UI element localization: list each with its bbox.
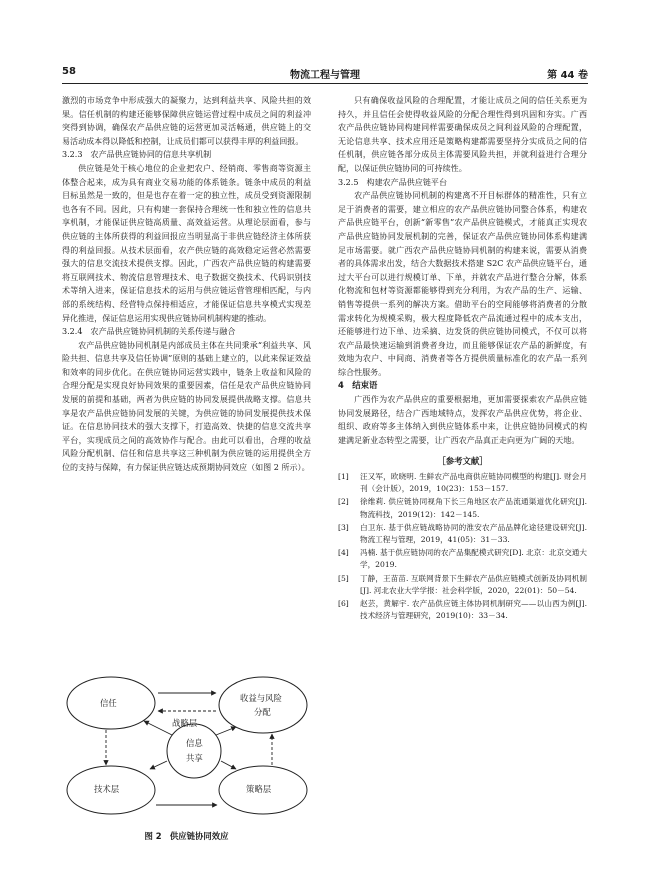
paragraph: 广西作为农产品供应的重要根据地，更加需要探索农产品供应链协同发展路径，结合广西地域特点，发挥农产品供应优势，将企业、组织、政府等多主体纳入到供应链体系中来，让供应链协同模式的构建满足新业态转型之需要，让广西农产品真正走向更为广阔的天地。 <box>338 395 587 445</box>
reference-text: 汪又军，欧晓明. 生鲜农产品电商供应链协同模型的构建[J]. 财会月刊（会计版），2019，10(23)：153－157. <box>360 472 587 494</box>
reference-text: 丁静，王苗苗. 互联网背景下生鲜农产品供应链模式创新及协同机制[J]. 河北农业大学学报：社会科学版，2020，22(01)：50－54. <box>360 573 587 595</box>
risk-allocation-label-2: 分配 <box>254 707 271 717</box>
references-title: ［参考文献］ <box>437 456 488 467</box>
arrow-info-risk <box>216 727 236 735</box>
info-sharing-label-2: 共享 <box>186 753 203 763</box>
journal-title: 物流工程与管理 <box>290 70 360 81</box>
arrow-info-policy <box>221 761 236 769</box>
policy-layer-label: 策略层 <box>246 784 272 794</box>
paragraph: 只有确保收益风险的合理配置，才能让成员之间的信任关系更为持久，并且信任会使得收益风险的分配合理性得到巩固和夯实。广西农产品供应链协同构建同样需要确保成员之间利益风险的合理配置，无论信息共享、技术应用还是策略构建都需要坚持分实成员之间的信任机制，供应链各部分成员主体需要风险共担，并就利益进行合理分配，以保证供应链协同的可持续性。 <box>338 96 587 173</box>
tech-layer-label: 技术层 <box>94 784 120 794</box>
risk-node-shape <box>219 677 307 733</box>
section-heading-3-2-5: 3.2.5 构建农产品供应链平台 <box>338 177 447 187</box>
paragraph: 农产品供应链协同机制是内部成员主体在共同秉承“利益共享、风险共担、信息共享及信任协调”原则的基础上建立的，以此来保证效益和效率的同步优化。在供应链协同运营实践中，链条上收益和风险的合理分配是实现良好协同效果的重要因素，信任是农产品供应链协同发展的前提和基础，两者为供应链的协同发展提供战略支撑。信息共享是农产品供应链协同发展的关键，为供应链的协同发展提供技术保证。在信息协同技术的强大支撑下，打造高效、快捷的信息交流共享平台，实现成员之间的高效协作与配合。由此可以看出，合理的收益风险分配机制、信任和信息共享这三种机制为供应链的运用提供全方位的支持与保障，有力保证供应链达成预期协同效应（如图 2 所示）。 <box>62 340 311 473</box>
reference-text: 冯楠. 基于供应链协同的农产品集配模式研究[D]. 北京：北京交通大学，2019. <box>360 548 587 570</box>
arrow-info-trust <box>144 721 172 735</box>
reference-number: [5] <box>338 573 349 583</box>
info-sharing-node-shape <box>167 724 221 778</box>
right-column <box>338 94 587 623</box>
paragraph: 激烈的市场竞争中形成强大的凝聚力，达到利益共享、风险共担的效果。信任机制的构建还能够保障供应链运营过程中成员之间的利益冲突得到协调，确保农产品供应链的运营更加灵活畅通，供应链上的交易活动成本得以降低和控制，让成员们都可以获得丰厚的利益回报。 <box>62 96 311 146</box>
reference-item <box>338 547 587 571</box>
section-heading-3-2-3: 3.2.3 农产品供应链协同的信息共享机制 <box>62 150 212 160</box>
reference-item <box>338 573 587 597</box>
reference-number: [1] <box>338 472 349 482</box>
reference-text: 徐维莉. 供应链协同视角下长三角地区农产品流通渠道优化研究[J]. 物流科技，2019(12)：142－145. <box>360 497 587 519</box>
page-number: 58 <box>62 66 76 77</box>
paragraph: 供应链是处于核心地位的企业把农户、经销商、零售商等资源主体整合起来，成为具有商业交易功能的体系链条。链条中成员的利益目标虽然是一致的，但是也存在着一定的独立性，成员受到资源限制也各有不同。因此，只有构建一套保持合理统一性和独立性的信息共享机制，才能保证供应链高质量、高效益运营。从理论层面看，参与供应链的主体所获得的利益回报应当明显高于非供应链经济主体所获得的利益回报。从技术层面看，农产供应链的高效稳定运营必然需要强大的信息交流技术提供支撑。因此，广西农产品供应链的构建需要将互联网技术、物流信息管理技术、电子数据交换技术、代码识别技术等纳入进来，保证信息技术的运用与供应链运营管理相匹配，与内部的系统结构、经营特点保持相适应，才能保证信息共享模式实现差异化推进，保证信息运用实现供应链协同机制构建的推动。 <box>62 163 311 323</box>
trust-label: 信任 <box>100 698 117 708</box>
figure-caption: 图 2 供应链协同效应 <box>144 831 229 841</box>
reference-number: [6] <box>338 599 349 609</box>
reference-number: [4] <box>338 548 349 558</box>
reference-number: [2] <box>338 497 349 507</box>
risk-allocation-label-1: 收益与风险 <box>240 693 282 703</box>
figure-supply-chain-synergy <box>66 665 308 835</box>
reference-item <box>338 471 587 495</box>
section-heading-3-2-4: 3.2.4 农产品供应链协同机制的关系传递与融合 <box>62 327 236 337</box>
reference-text: 白卫东. 基于供应链战略协同的淮安农产品品牌化途径建设研究[J]. 物流工程与管理，2019，41(05)：31－33. <box>360 522 587 545</box>
running-header <box>62 66 588 82</box>
header-rule <box>62 83 588 84</box>
reference-item <box>338 496 587 520</box>
info-sharing-label-1: 信息 <box>186 738 203 748</box>
arrow-info-tech <box>150 761 167 769</box>
reference-item <box>338 522 587 546</box>
left-column <box>62 94 311 475</box>
reference-text: 赵芸，黄解宇. 农产品供应链主体协同机制研究——以山西为例[J]. 技术经济与管理研究，2019(10)：33－34. <box>360 599 587 621</box>
strategy-layer-label: 战略层 <box>172 718 198 728</box>
section-heading-4: 4 结束语 <box>338 380 378 391</box>
reference-list <box>338 471 587 622</box>
paragraph: 农产品供应链协同机制的构建离不开目标群体的精准性，只有立足于消费者的需要，建立相应的农产品供应链协同整合体系，构建农产品供应链平台，创新“新零售”农产品供应链模式，才能真正实现农产品供应链协同发展机制的完善，保证农产品供应链协同体系构建满足市场需要。就广西农产品供应链协同机制的构建来说，需要从消费者的具体需求出发，结合大数据技术搭建 S2C 农产品供应链平台，通过大平台可以进行规模订单、下单，并就农产品进行整合分解，体系化物流和包材等资源都能够得到充分利用，为农产品的生产、运输、销售等提供一系列的解决方案。借助平台的空间能够将消费者的分散需求转化为规模采购，极大程度降低农产品流通过程中的成本支出，还能够进行边下单、边采摘、边发货的供应链协同模式，不仅可以将农产品最快速运输到消费者身边，而且能够保证农产品的新鲜度，有效地为农户、中间商、消费者等各方提供质量标准化的农产品一系列综合性服务。 <box>338 191 587 377</box>
reference-item <box>338 598 587 622</box>
reference-number: [3] <box>338 522 349 532</box>
volume-label: 第 44 卷 <box>547 70 588 81</box>
